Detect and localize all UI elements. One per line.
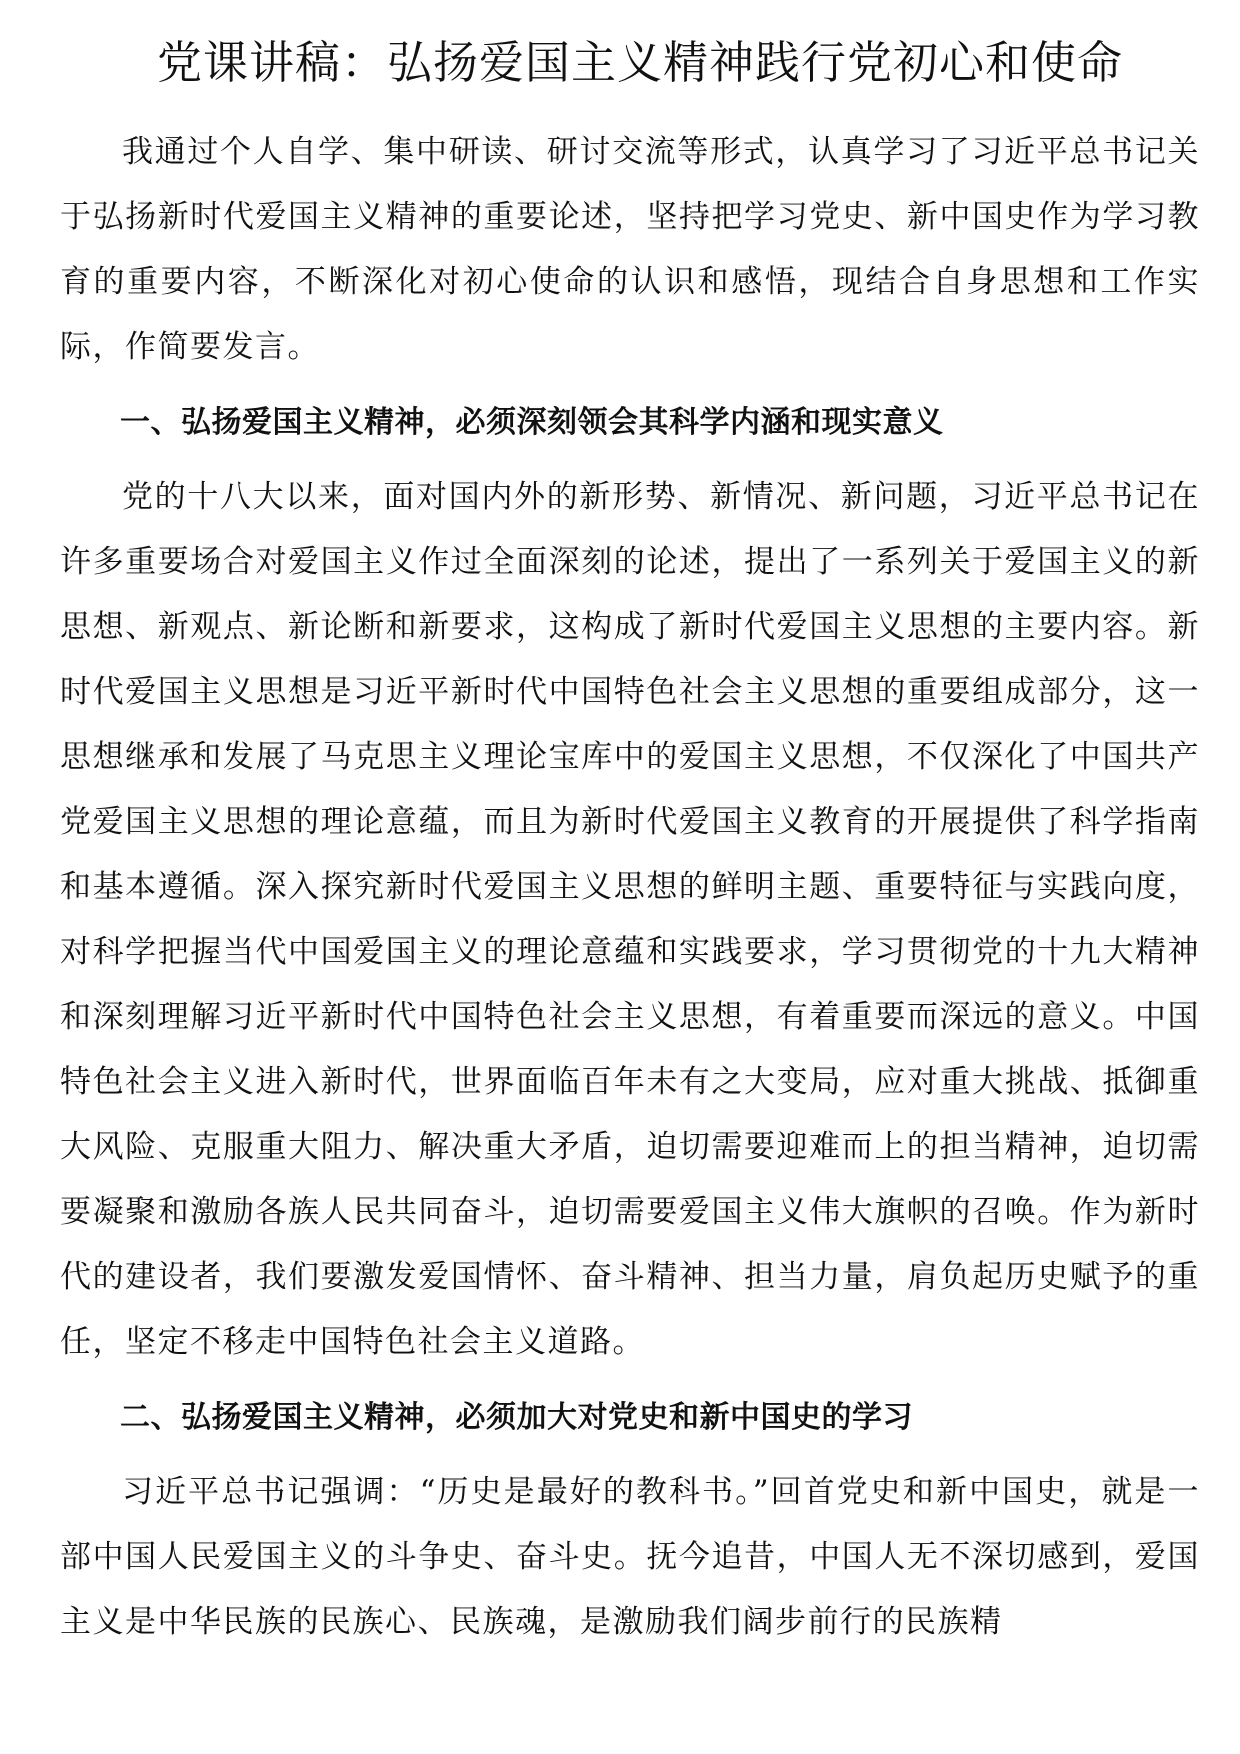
intro-paragraph: 我通过个人自学、集中研读、研讨交流等形式，认真学习了习近平总书记关于弘扬新时代爱国主义精神的重要论述，坚持把学习党史、新中国史作为学习教育的重要内容，不断深化对初心使命的认识和感悟，现结合自身思想和工作实际，作简要发言。 xyxy=(60,134,1200,365)
document-title: 党课讲稿：弘扬爱国主义精神践行党初心和使命 xyxy=(156,36,1123,89)
section-2-body: 习近平总书记强调：“历史是最好的教科书。”回首党史和新中国史，就是一部中国人民爱国主义的斗争史、奋斗史。抚今追昔，中国人无不深切感到，爱国主义是中华民族的民族心、民族魂，是激励我们阔步前行的民族精 xyxy=(60,1474,1200,1640)
section-1-heading: 一、弘扬爱国主义精神，必须深刻领会其科学内涵和现实意义 xyxy=(120,405,944,440)
section-1-body: 党的十八大以来，面对国内外的新形势、新情况、新问题，习近平总书记在许多重要场合对爱国主义作过全面深刻的论述，提出了一系列关于爱国主义的新思想、新观点、新论断和新要求，这构成了新时代爱国主义思想的主要内容。新时代爱国主义思想是习近平新时代中国特色社会主义思想的重要组成部分，这一思想继承和发展了马克思主义理论宝库中的爱国主义思想，不仅深化了中国共产党爱国主义思想的理论意蕴，而且为新时代爱国主义教育的开展提供了科学指南和基本遵循。深入探究新时代爱国主义思想的鲜明主题、重要特征与实践向度，对科学把握当代中国爱国主义的理论意蕴和实践要求，学习贯彻党的十九大精神和深刻理解习近平新时代中国特色社会主义思想，有着重要而深远的意义。中国特色社会主义进入新时代，世界面临百年未有之大变局，应对重大挑战、抵御重大风险、克服重大阻力、解决重大矛盾，迫切需要迎难而上的担当精神，迫切需要凝聚和激励各族人民共同奋斗，迫切需要爱国主义伟大旗帜的召唤。作为新时代的建设者，我们要激发爱国情怀、奋斗精神、担当力量，肩负起历史赋予的重任，坚定不移走中国特色社会主义道路。 xyxy=(60,479,1200,1360)
section-2-heading: 二、弘扬爱国主义精神，必须加大对党史和新中国史的学习 xyxy=(120,1400,913,1435)
